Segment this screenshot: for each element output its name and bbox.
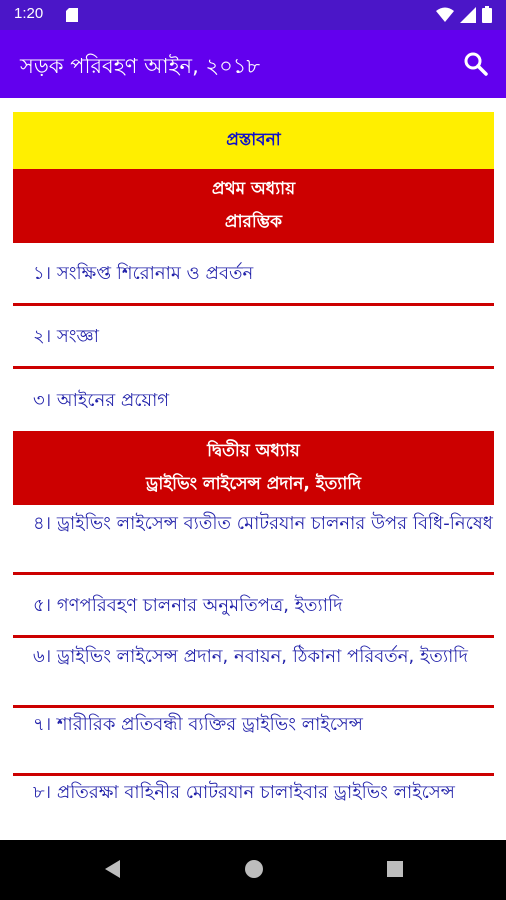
back-button[interactable]: [101, 858, 123, 884]
chapter-header[interactable]: [13, 431, 494, 505]
preamble-item[interactable]: [13, 112, 494, 169]
section-label: ১। সংক্ষিপ্ত শিরোনাম ও প্রবর্তন: [33, 262, 254, 284]
chapter-section-list: [13, 112, 494, 840]
recents-button[interactable]: [384, 858, 406, 884]
status-icons: [436, 6, 492, 27]
section-label: ৫। গণপরিবহণ চালনার অনুমতিপত্র, ইত্যাদি: [33, 594, 343, 616]
section-label: ৬। ড্রাইভিং লাইসেন্স প্রদান, নবায়ন, ঠিকানা পরিবর্তন, ইত্যাদি: [33, 646, 468, 667]
home-button[interactable]: [243, 858, 265, 884]
chapter-header[interactable]: [13, 169, 494, 243]
section-label: ৩। আইনের প্রয়োগ: [33, 389, 170, 411]
section-label: ৭। শারীরিক প্রতিবন্ধী ব্যক্তির ড্রাইভিং লাইসেন্স: [33, 714, 363, 735]
recents-icon: [384, 858, 406, 880]
chapter-title: প্রথম অধ্যায়: [211, 179, 296, 199]
content-list-container[interactable]: [0, 98, 506, 840]
section-item[interactable]: [13, 505, 494, 575]
app-title: সড়ক পরিবহণ আইন, ২০১৮: [20, 54, 261, 78]
status-bar: [0, 0, 506, 30]
search-button[interactable]: [462, 50, 490, 78]
back-icon: [101, 858, 123, 880]
battery-icon: [482, 6, 492, 27]
search-icon: [462, 50, 490, 78]
section-label: ৮। প্রতিরক্ষা বাহিনীর মোটরযান চালাইবার ড্রাইভিং লাইসেন্স: [33, 782, 455, 803]
sd-card-icon: [66, 7, 78, 26]
home-icon: [243, 858, 265, 880]
chapter-subtitle: প্রারম্ভিক: [224, 212, 283, 232]
section-label: ২। সংজ্ঞা: [33, 325, 99, 347]
chapter-subtitle: ড্রাইভিং লাইসেন্স প্রদান, ইত্যাদি: [145, 474, 362, 494]
section-item[interactable]: [13, 776, 494, 840]
app-bar: [0, 30, 506, 98]
navigation-bar: [0, 840, 506, 900]
section-item[interactable]: [13, 369, 494, 431]
section-label: ৪। ড্রাইভিং লাইসেন্স ব্যতীত মোটরযান চালনার উপর বিধি-নিষেধ: [33, 513, 493, 534]
signal-icon: [460, 7, 476, 27]
wifi-icon: [436, 7, 454, 27]
section-item[interactable]: [13, 243, 494, 306]
section-item[interactable]: [13, 575, 494, 638]
section-item[interactable]: [13, 638, 494, 708]
chapter-title: দ্বিতীয় অধ্যায়: [207, 441, 300, 461]
preamble-label: প্রস্তাবনা: [226, 129, 281, 150]
status-time: 1:20: [14, 5, 44, 22]
section-item[interactable]: [13, 306, 494, 369]
section-item[interactable]: [13, 708, 494, 776]
